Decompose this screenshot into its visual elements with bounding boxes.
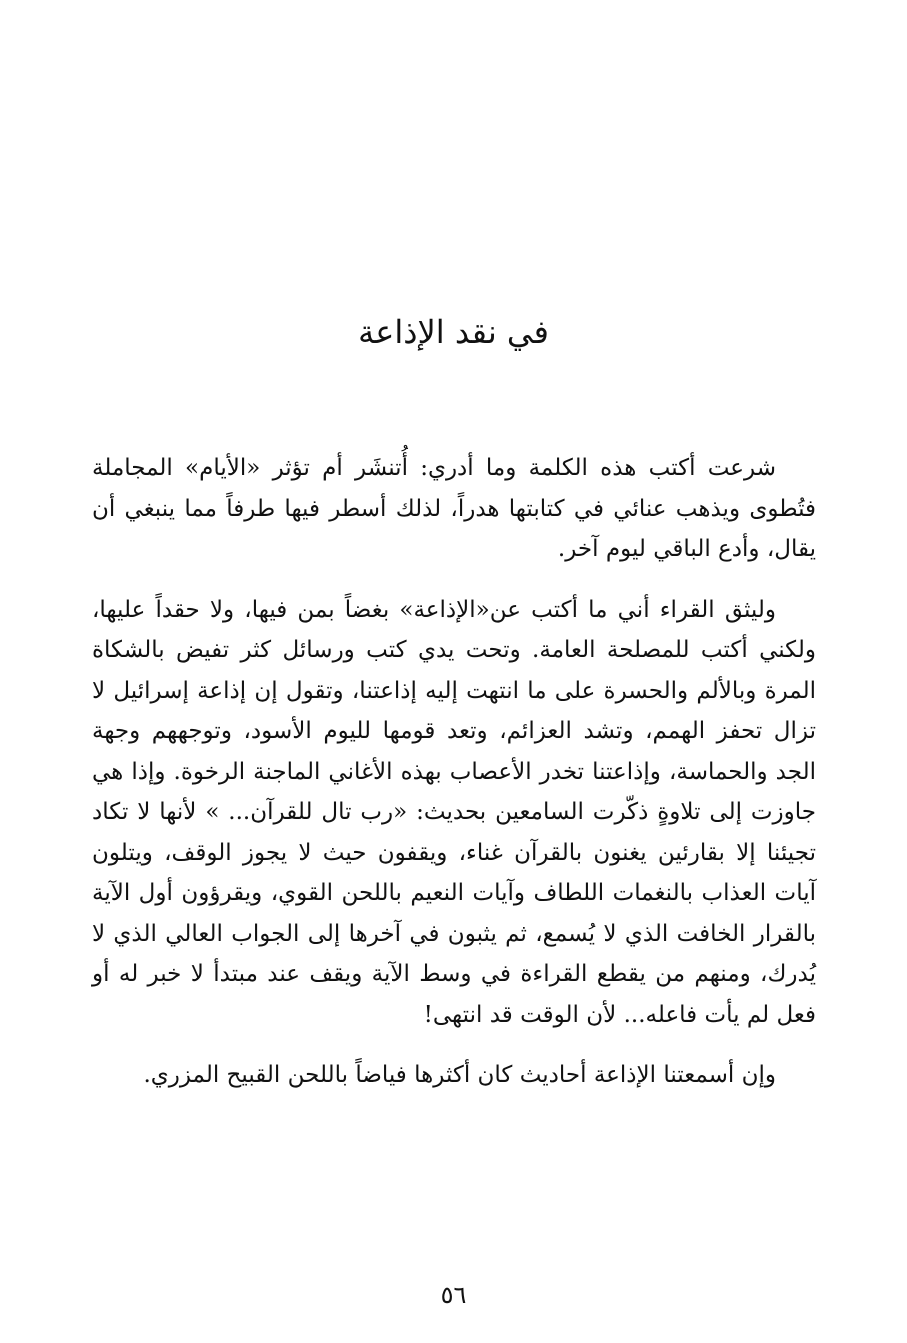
chapter-body: [92, 448, 816, 1116]
page-number: ٥٦: [440, 1281, 467, 1309]
chapter-title: في نقد الإذاعة: [358, 313, 549, 351]
paragraph-1: شرعت أكتب هذه الكلمة وما أدري: أُتنشَر أم تؤثر «الأيام» المجاملة فتُطوى ويذهب عنائي في كتابتها هدراً، لذلك أسطر فيها طرفاً مما ينبغي أن يقال، وأدع الباقي ليوم آخر.: [92, 455, 816, 562]
paragraph-3: وإن أسمعتنا الإذاعة أحاديث كان أكثرها فياضاً باللحن القبيح المزري.: [143, 1062, 776, 1088]
paragraph-2: وليثق القراء أني ما أكتب عن«الإذاعة» بغضاً بمن فيها، ولا حقداً عليها، ولكني أكتب للمصلحة العامة. وتحت يدي كتب ورسائل كثر تفيض بالشكاة المرة وبالألم والحسرة على ما انتهت إليه إذاعتنا، وتقول إن إذاعة إسرائيل لا تزال تحفز الهمم، وتشد العزائم، وتعد قومها لليوم الأسود، وتوجههم وجهة الجد والحماسة، وإذاعتنا تخدر الأعصاب بهذه الأغاني الماجنة الرخوة. وإذا هي جاوزت إلى تلاوةٍ ذكّرت السامعين بحديث: «رب تال للقرآن... » لأنها لا تكاد تجيئنا إلا بقارئين يغنون بالقرآن غناء، ويقفون حيث لا يجوز الوقف، ويتلون آيات العذاب بالنغمات اللطاف وآيات النعيم باللحن القوي، ويقرؤون أول الآية بالقرار الخافت الذي لا يُسمع، ثم يثبون في آخرها إلى الجواب العالي الذي لا يُدرك، ومنهم من يقطع القراءة في وسط الآية ويقف عند مبتدأ لا خبر له أو فعل لم يأت فاعله... لأن الوقت قد انتهى!: [92, 596, 816, 1028]
